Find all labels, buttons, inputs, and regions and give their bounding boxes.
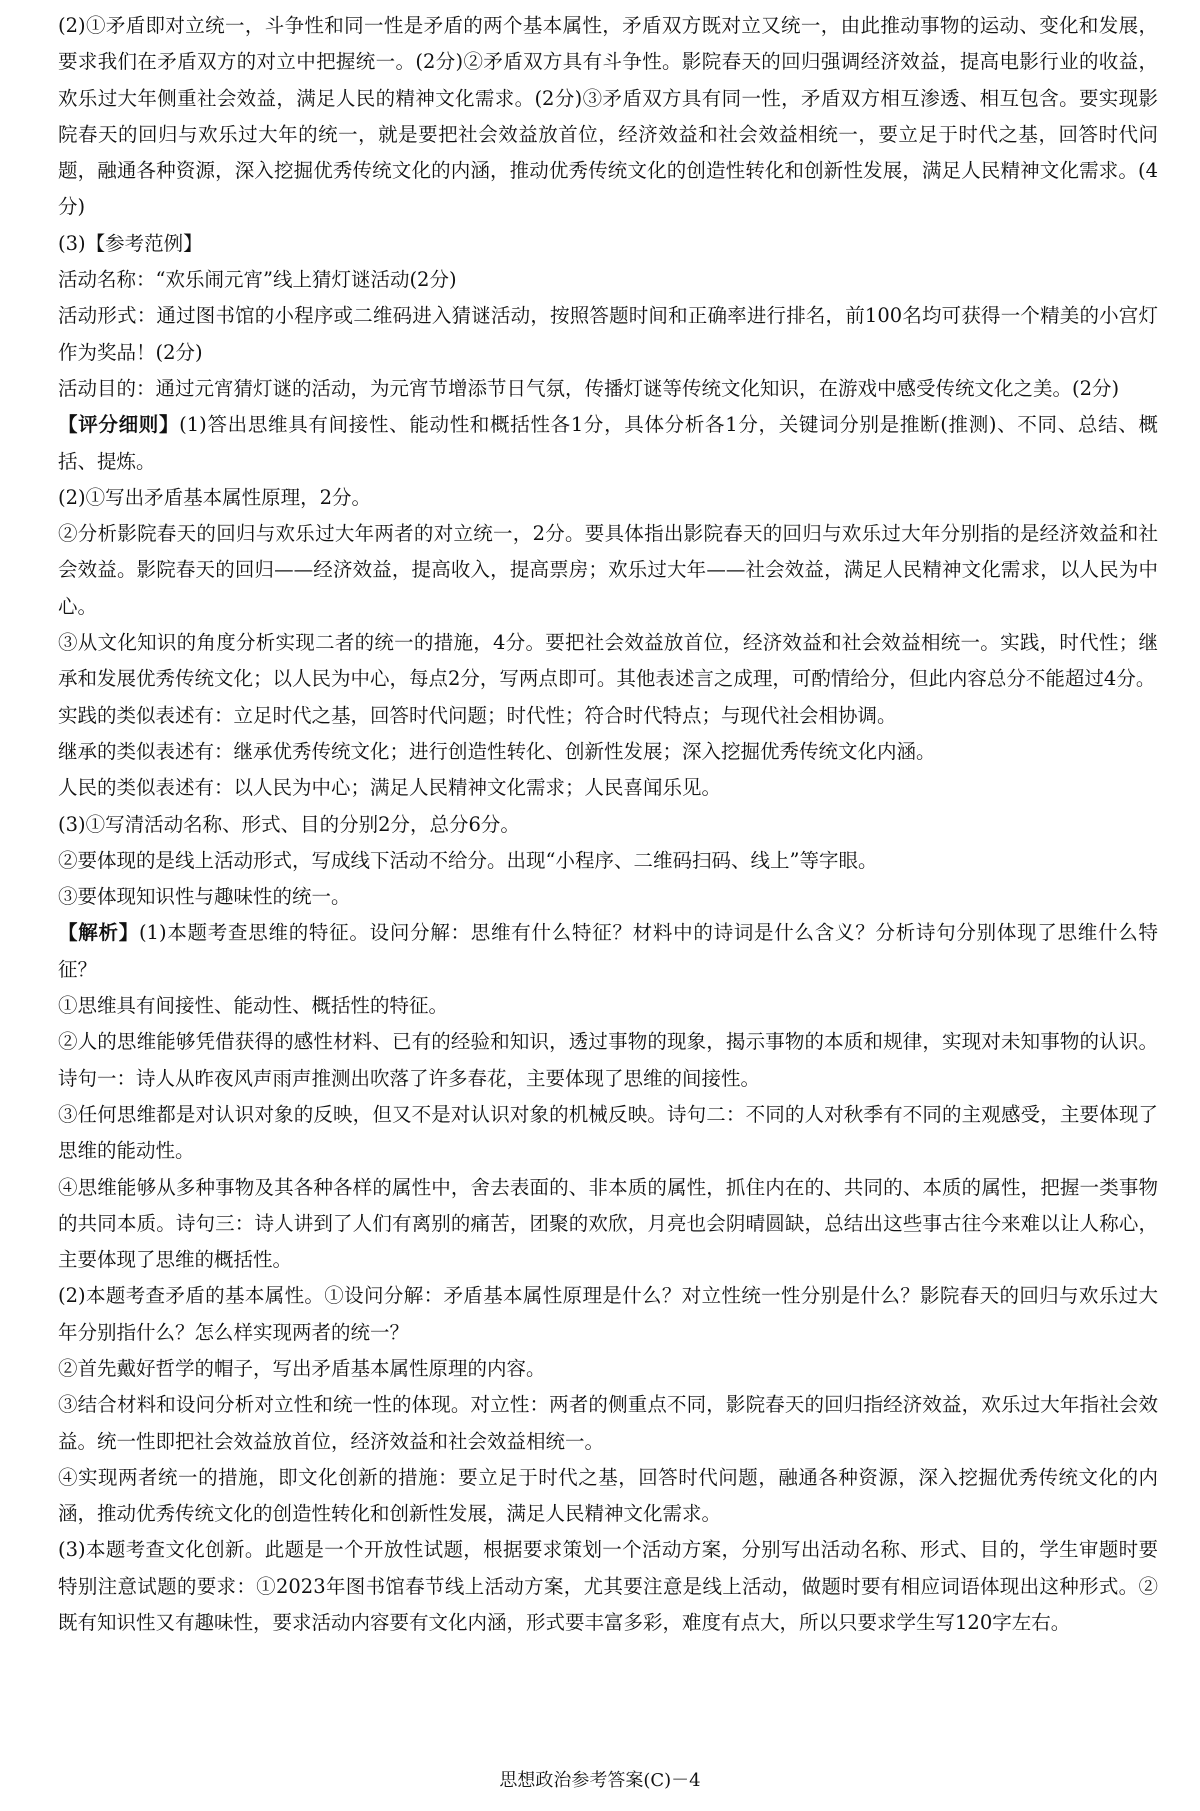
scoring-p2-3: ③从文化知识的角度分析实现二者的统一的措施，4分。要把社会效益放首位，经济效益和社会效益相统一。实践，时代性；继承和发展优秀传统文化；以人民为中心，每点2分，写两点即可。其他表述言之成理，可酌情给分，但此内容总分不能超过4分。 — [58, 631, 1158, 691]
scoring-p3-1: (3)①写清活动名称、形式、目的分别2分，总分6分。 — [58, 812, 520, 836]
analysis-q1-c: ③任何思维都是对认识对象的反映，但又不是对认识对象的机械反映。诗句二：不同的人对秋季有不同的主观感受，主要体现了思维的能动性。 — [58, 1102, 1158, 1163]
analysis-q2-c: ③结合材料和设问分析对立性和统一性的体现。对立性：两者的侧重点不同，影院春天的回归指经济效益，欢乐过大年指社会效益。统一性即把社会效益放首位，经济效益和社会效益相统一。 — [58, 1393, 1158, 1453]
activity-name: 活动名称：“欢乐闹元宵”线上猜灯谜活动(2分) — [58, 268, 457, 292]
scoring-p3-2: ②要体现的是线上活动形式，写成线下活动不给分。出现“小程序、二维码扫码、线上”等字眼。 — [58, 848, 878, 872]
analysis-q2-b: ②首先戴好哲学的帽子，写出矛盾基本属性原理的内容。 — [58, 1356, 546, 1380]
analysis-q1-b: ②人的思维能够凭借获得的感性材料、已有的经验和知识，透过事物的现象，揭示事物的本质和规律，实现对未知事物的认识。诗句一：诗人从昨夜风声雨声推测出吹落了许多春花，主要体现了思维的间接性。 — [58, 1030, 1158, 1090]
scoring-p2-2: ②分析影院春天的回归与欢乐过大年两者的对立统一，2分。要具体指出影院春天的回归与欢乐过大年分别指的是经济效益和社会效益。影院春天的回归——经济效益，提高收入，提高票房；欢乐过大年——社会效益，满足人民精神文化需求，以人民为中心。 — [58, 522, 1158, 618]
answer-page — [58, 8, 1158, 1641]
part2-answer: (2)①矛盾即对立统一，斗争性和同一性是矛盾的两个基本属性，矛盾双方既对立又统一，由此推动事物的运动、变化和发展，要求我们在矛盾双方的对立中把握统一。(2分)②矛盾双方具有斗争性。影院春天的回归强调经济效益，提高电影行业的收益，欢乐过大年侧重社会效益，满足人民的精神文化需求。(2分)③矛盾双方具有同一性，矛盾双方相互渗透、相互包含。要实现影院春天的回归与欢乐过大年的统一，就是要把社会效益放首位，经济效益和社会效益相统一，要立足于时代之基，回答时代问题，融通各种资源，深入挖掘优秀传统文化的内涵，推动优秀传统文化的创造性转化和创新性发展，满足人民精神文化需求。(4分) — [58, 14, 1158, 219]
scoring-practice: 实践的类似表述有：立足时代之基，回答时代问题；时代性；符合时代特点；与现代社会相协调。 — [58, 703, 897, 727]
analysis-q1-d: ④思维能够从多种事物及其各种各样的属性中，舍去表面的、非本质的属性，抓住内在的、共同的、本质的属性，把握一类事物的共同本质。诗句三：诗人讲到了人们有离别的痛苦，团聚的欢欣，月亮也会阴晴圆缺，总结出这些事古往今来难以让人称心，主要体现了思维的概括性。 — [58, 1175, 1158, 1272]
analysis-q1-intro — [58, 915, 1158, 988]
scoring-label: 【评分细则】 — [58, 413, 180, 437]
analysis-q1-a: ①思维具有间接性、能动性、概括性的特征。 — [58, 994, 449, 1018]
analysis-q3: (3)本题考查文化创新。此题是一个开放性试题，根据要求策划一个活动方案，分别写出活动名称、形式、目的，学生审题时要特别注意试题的要求：①2023年图书馆春节线上活动方案，尤其要注意是线上活动，做题时要有相应词语体现出这种形式。②既有知识性又有趣味性，要求活动内容要有文化内涵，形式要丰富多彩，难度有点大，所以只要求学生写120字左右。 — [58, 1538, 1158, 1635]
scoring-people: 人民的类似表述有：以人民为中心；满足人民精神文化需求；人民喜闻乐见。 — [58, 776, 722, 800]
scoring-p1 — [58, 407, 1158, 480]
activity-purpose: 活动目的：通过元宵猜灯谜的活动，为元宵节增添节日气氛，传播灯谜等传统文化知识，在游戏中感受传统文化之美。(2分) — [58, 376, 1120, 400]
scoring-p3-3: ③要体现知识性与趣味性的统一。 — [58, 885, 351, 909]
scoring-p1-text: (1)答出思维具有间接性、能动性和概括性各1分，具体分析各1分，关键词分别是推断(推测)、不同、总结、概括、提炼。 — [58, 413, 1158, 473]
activity-form: 活动形式：通过图书馆的小程序或二维码进入猜谜活动，按照答题时间和正确率进行排名，前100名均可获得一个精美的小宫灯作为奖品！(2分) — [58, 304, 1158, 364]
scoring-inherit: 继承的类似表述有：继承优秀传统文化；进行创造性转化、创新性发展；深入挖掘优秀传统文化内涵。 — [58, 739, 936, 763]
page-footer: 思想政治参考答案(C)－4 — [499, 1770, 701, 1791]
part3-header: (3)【参考范例】 — [58, 231, 203, 255]
scoring-p2-1: (2)①写出矛盾基本属性原理，2分。 — [58, 485, 372, 509]
analysis-q1-intro-text: (1)本题考查思维的特征。设问分解：思维有什么特征？材料中的诗词是什么含义？分析诗句分别体现了思维什么特征？ — [58, 921, 1158, 981]
analysis-q2-d: ④实现两者统一的措施，即文化创新的措施：要立足于时代之基，回答时代问题，融通各种资源，深入挖掘优秀传统文化的内涵，推动优秀传统文化的创造性转化和创新性发展，满足人民精神文化需求。 — [58, 1465, 1158, 1526]
analysis-label: 【解析】 — [58, 921, 139, 945]
analysis-q2-intro: (2)本题考查矛盾的基本属性。①设问分解：矛盾基本属性原理是什么？对立性统一性分别是什么？影院春天的回归与欢乐过大年分别指什么？怎么样实现两者的统一？ — [58, 1284, 1158, 1344]
